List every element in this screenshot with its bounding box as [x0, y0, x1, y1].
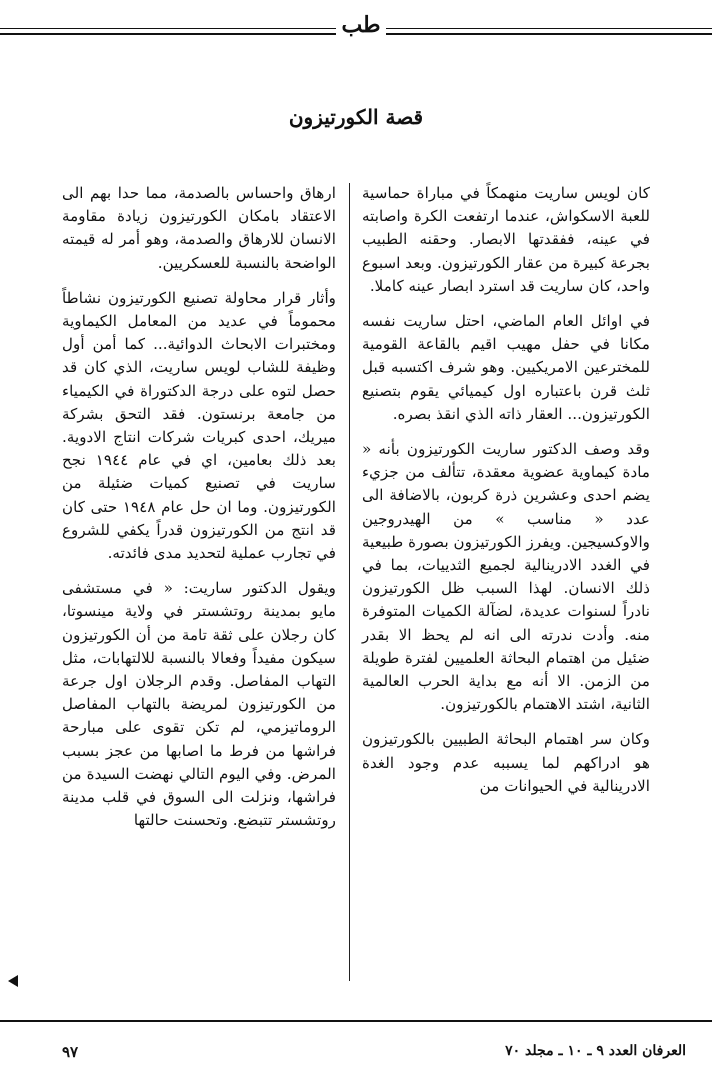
- paragraph: وأثار قرار محاولة تصنيع الكورتيزون نشاطاً محموماً في عديد من المعامل الكيماوية ومختبرات الابحاث الدوائية... كما أمن أول وظيفة للشاب لويس ساريت، الذي كان قد حصل لتوه على درجة الدكتوراة في الكيمياء من جامعة برنستون. فقد التحق بشركة ميريك، احدى كبريات شركات انتاج الادوية. بعد ذلك بعامين، اي في عام ١٩٤٤ نجح ساريت في تصنيع كميات ضئيلة من الكورتيزون. وما ان حل عام ١٩٤٨ حتى كان قد انتج من الكورتيزون قدراً يكفي للشروع في تجارب عملية لتحديد مدى فائدته.: [62, 288, 337, 563]
- left-arrow-icon: [8, 975, 18, 987]
- paragraph: ارهاق واحساس بالصدمة، مما حدا بهم الى الاعتقاد بامكان الكورتيزون زيادة مقاومة الانسان للارهاق والصدمة، وهو أمر له قيمته الواضحة بالنسبة للعسكريين.: [62, 184, 336, 272]
- article-title: قصة الكورتيزون: [288, 105, 424, 130]
- page-number: ٩٧: [62, 1043, 79, 1061]
- text-column-right: [362, 182, 650, 810]
- journal-issue-info: العرفان العدد ٩ ـ ١٠ ـ مجلد ٧٠: [505, 1043, 686, 1059]
- paragraph: ويقول الدكتور ساريت: « في مستشفى مايو بمدينة روتشستر في ولاية مينسوتا، كان رجلان على ثقة تامة من أن الكورتيزون سيكون مفيداً وفعالا بالنسبة للالتهابات، مثل التهاب المفاصل. وقدم الرجلان اول جرعة من الكورتيزون لمريضة بالتهاب المفاصل الروماتيزمي، لم تكن تقوى على مبارحة فراشها من فرط ما اصابها من عجز بسبب المرض. وفي اليوم التالي نهضت السيدة من فراشها، ونزلت الى السوق في قلب مدينة روتشستر تتبضع. وتحسنت حالتها: [62, 579, 336, 830]
- text-column-left: [62, 182, 336, 844]
- paragraph: وقد وصف الدكتور ساريت الكورتيزون بأنه « مادة كيماوية عضوية معقدة، تتألف من جزيء يضم احدى وعشرين ذرة كربون، بالاضافة الى عدد « مناسب » من الهيدروجين والاوكسيجين. ويفرز الكورتيزون بصورة طبيعية في الغدد الادرينالية لجميع الثدييات، بما في ذلك الانسان. لهذا السبب ظل الكورتيزون نادراً لسنوات عديدة، لضآلة الكميات المتوفرة منه. وأدت ندرته الى انه لم يحظ الا بقدر ضئيل من اهتمام البحاثة العلميين لفترة طويلة من الزمن. الا أنه مع بداية الحرب العالمية الثانية، اشتد الاهتمام بالكورتيزون.: [362, 440, 650, 714]
- section-tag: طب: [336, 12, 386, 38]
- paragraph: وكان سر اهتمام البحاثة الطبيين بالكورتيزون هو ادراكهم لما يسببه عدم وجود الغدة الادرينالية في الحيوانات من: [362, 730, 650, 795]
- paragraph: كان لويس ساريت منهمكاً في مباراة حماسية للعبة الاسكواش، عندما ارتفعت الكرة واصابته في عينه، ففقدتها الابصار. وحقنه الطبيب بجرعة كبيرة من عقار الكورتيزون. وبعد اسبوع واحد، كان ساريت قد استرد ابصار عينه كاملا.: [362, 184, 650, 295]
- paragraph: في اوائل العام الماضي، احتل ساريت نفسه مكانا في حفل مهيب اقيم بالقاعة القومية للمخترعين الامريكيين. وهو شرف اكتسبه قبل ثلث قرن باعتباره اول كيميائي يقوم بتصنيع الكورتيزون... العقار ذاته الذي انقذ بصره.: [362, 312, 650, 423]
- column-divider: [349, 183, 350, 981]
- footer-rule: [0, 1020, 712, 1022]
